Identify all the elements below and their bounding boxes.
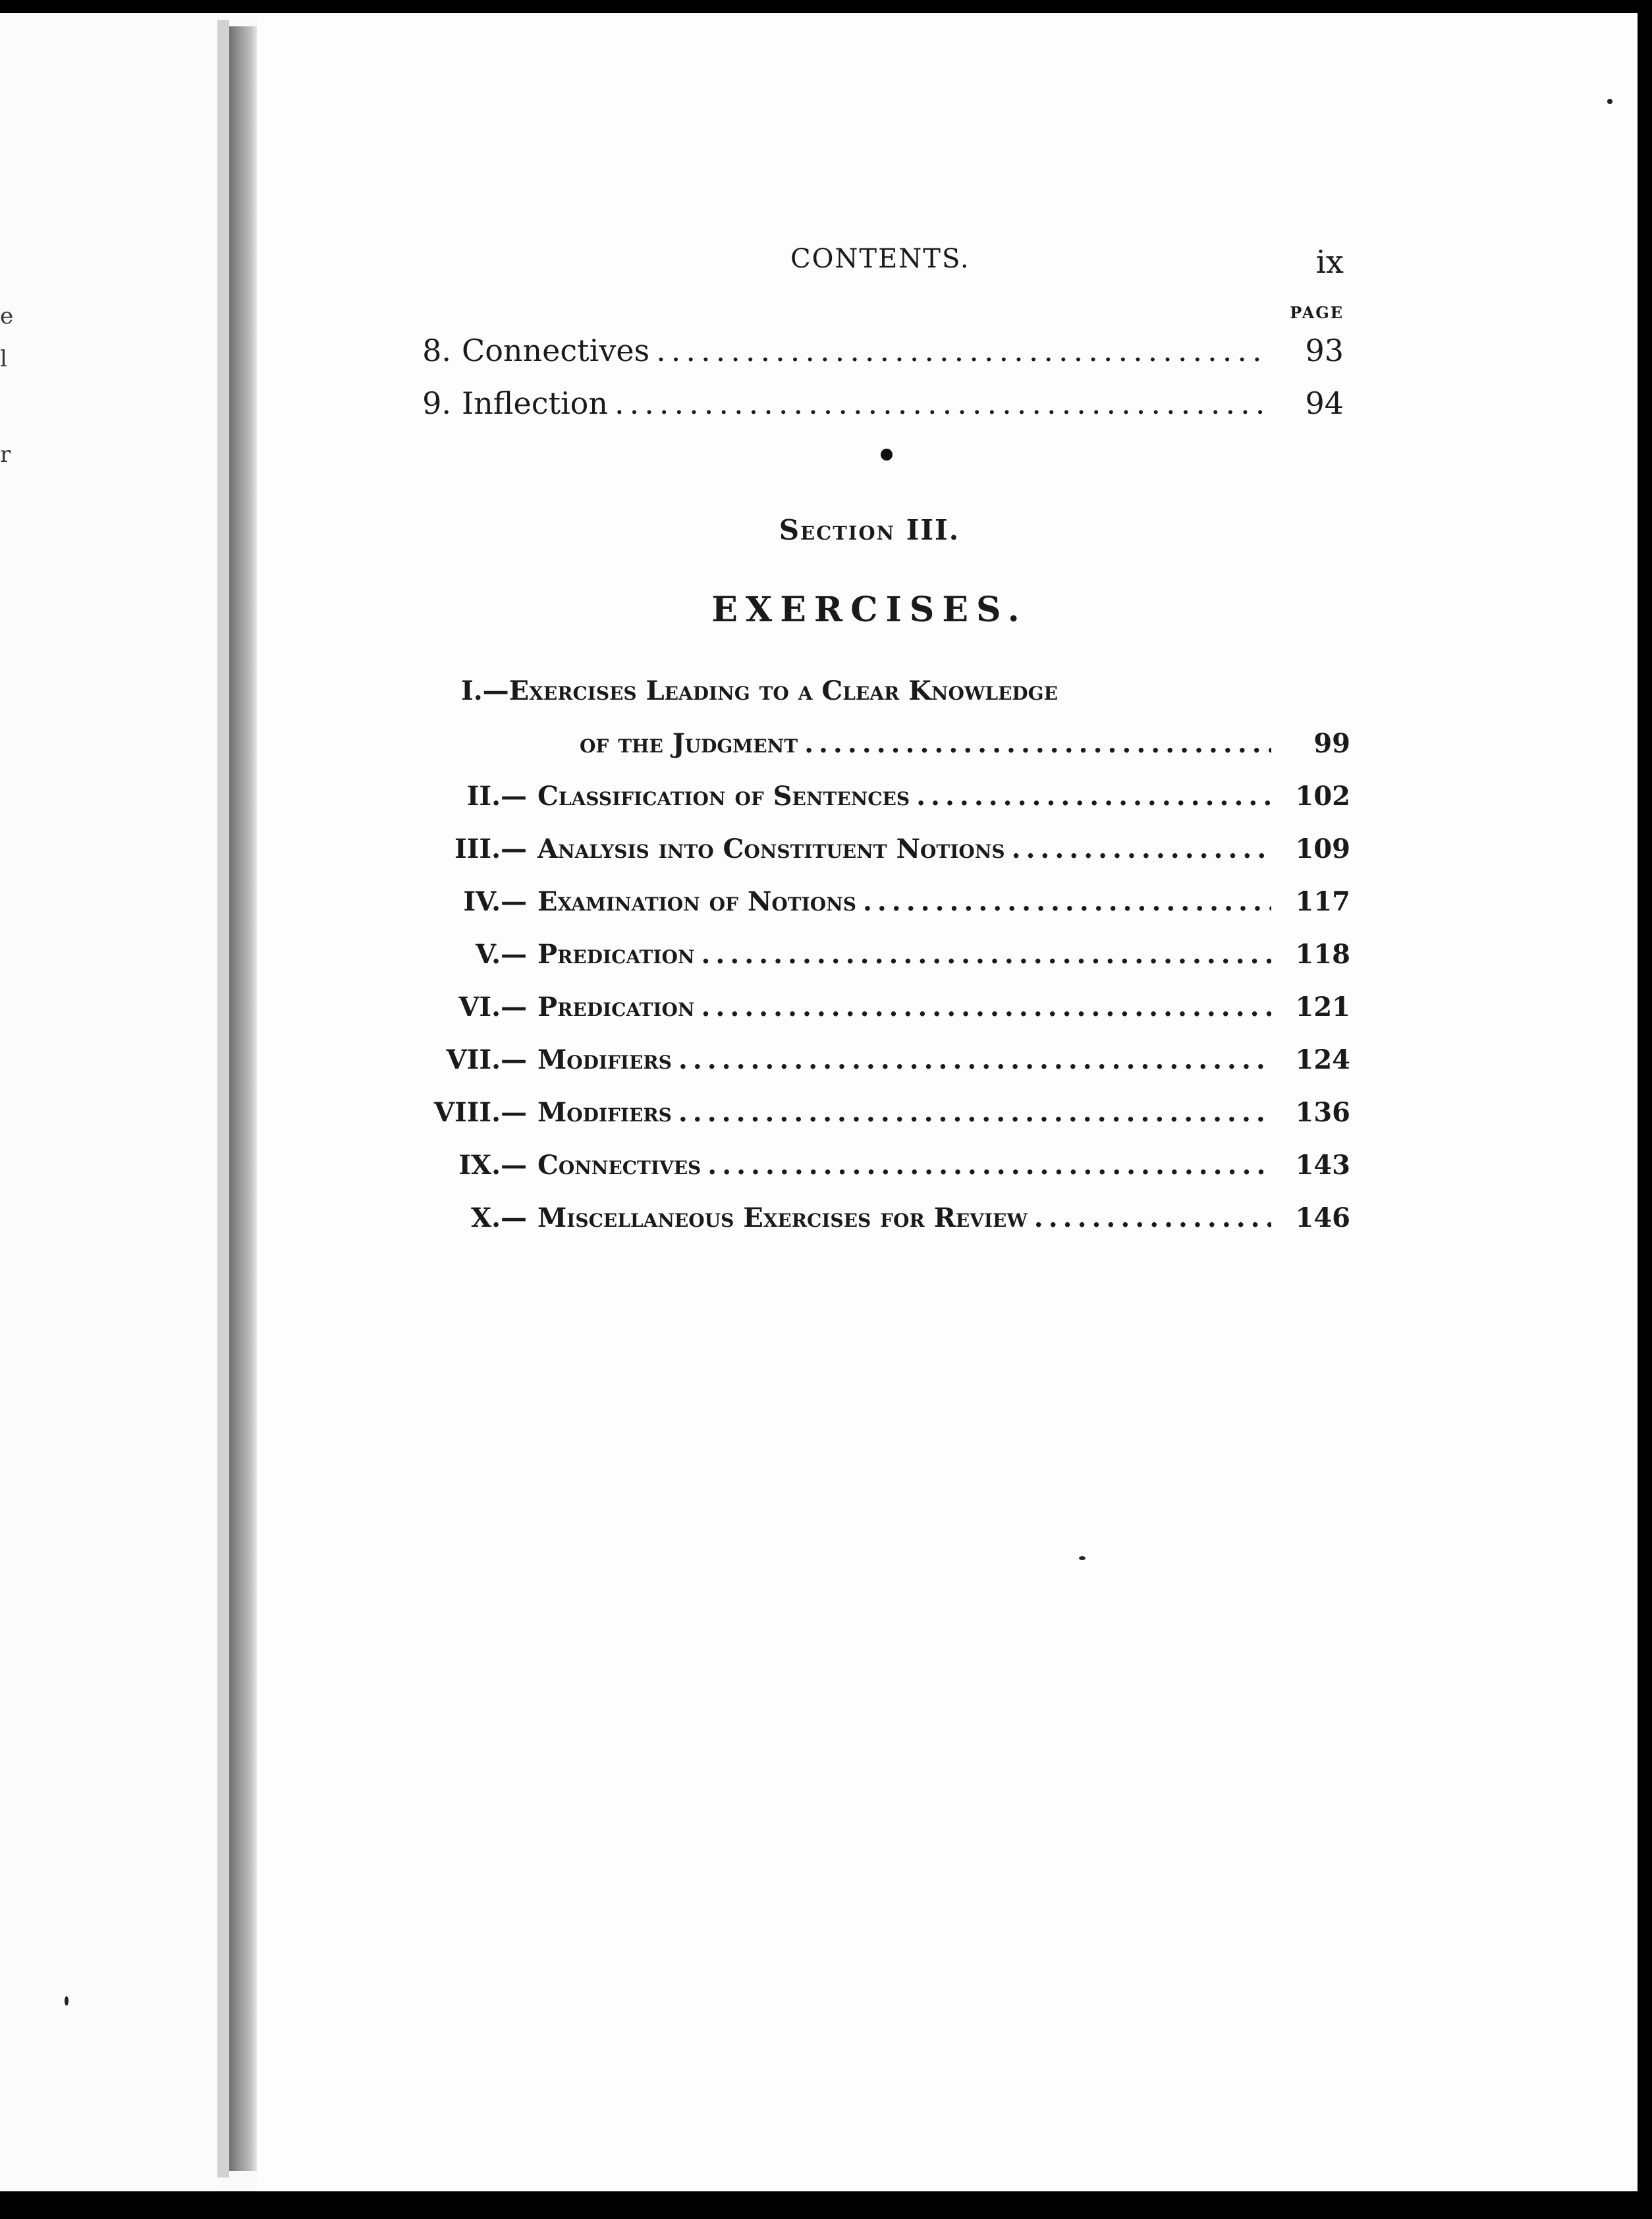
entry-page: 121 xyxy=(1295,992,1350,1023)
entry-page: 146 xyxy=(1295,1202,1350,1233)
dot-leader xyxy=(701,939,1271,970)
left-page-fragment: l xyxy=(0,346,7,372)
page-number: ix xyxy=(1315,244,1344,281)
scan-speck xyxy=(65,1996,69,2006)
entry-title: Predication xyxy=(537,992,695,1023)
entry-title: Connectives xyxy=(462,333,650,368)
scan-border-top xyxy=(0,0,1652,13)
entry-number: III.— xyxy=(454,833,527,864)
dot-leader xyxy=(707,1150,1271,1181)
entry-title: Connectives xyxy=(537,1150,702,1181)
entry-title: Modifiers xyxy=(537,1097,672,1128)
toc-entry xyxy=(415,939,1350,970)
entry-number: VI.— xyxy=(458,992,527,1023)
entry-number: V.— xyxy=(476,939,527,970)
toc-entry-line1 xyxy=(461,675,1058,706)
toc-entry-line2 xyxy=(580,728,1350,759)
section-title: EXERCISES. xyxy=(711,590,1028,630)
dot-leader xyxy=(656,333,1265,368)
dot-leader xyxy=(916,781,1271,812)
entry-title: Predication xyxy=(537,939,695,970)
ornament-dot xyxy=(881,449,893,461)
entry-page: 109 xyxy=(1295,833,1350,864)
entry-title: Classification of Sentences xyxy=(537,781,910,812)
entry-page: 118 xyxy=(1295,939,1350,970)
dot-leader xyxy=(1034,1202,1271,1233)
entry-number: VIII.— xyxy=(433,1097,527,1128)
dot-leader xyxy=(863,886,1271,917)
entry-title: Analysis into Constituent Notions xyxy=(537,833,1005,864)
page-header xyxy=(422,244,1344,283)
scan-speck xyxy=(1607,99,1612,104)
toc-entry xyxy=(415,333,1344,368)
entry-page: 124 xyxy=(1295,1044,1350,1075)
entry-number: II.— xyxy=(466,781,527,812)
dot-leader xyxy=(1012,833,1271,864)
left-page-edge xyxy=(0,13,217,2191)
entry-page: 99 xyxy=(1313,728,1350,759)
toc-entry xyxy=(415,1150,1350,1181)
left-page-fragment: e xyxy=(0,303,14,329)
section-heading: Section III. xyxy=(779,514,960,546)
entry-number: IV.— xyxy=(463,886,527,917)
left-page-fragment: r xyxy=(0,441,11,468)
toc-entry xyxy=(415,1202,1350,1233)
running-head: CONTENTS. xyxy=(790,244,970,274)
entry-title: Examination of Notions xyxy=(537,886,856,917)
entry-title: Miscellaneous Exercises for Review xyxy=(537,1202,1028,1233)
scan-border-bottom xyxy=(0,2191,1652,2219)
entry-number: X.— xyxy=(471,1202,527,1233)
toc-entry xyxy=(415,886,1350,917)
entry-number: IX.— xyxy=(458,1150,527,1181)
toc-entry xyxy=(415,1044,1350,1075)
scan-border-right xyxy=(1638,0,1652,2219)
dot-leader xyxy=(701,992,1271,1023)
entry-number: VII.— xyxy=(446,1044,527,1075)
entry-page: 94 xyxy=(1305,385,1344,421)
entry-title-continued: of the Judgment xyxy=(580,728,798,759)
entry-title: Inflection xyxy=(462,385,608,421)
dot-leader xyxy=(678,1044,1271,1075)
entry-page: 117 xyxy=(1295,886,1350,917)
entry-number: I.— xyxy=(461,675,509,706)
toc-entry xyxy=(415,992,1350,1023)
toc-entry xyxy=(415,833,1350,864)
entry-page: 136 xyxy=(1295,1097,1350,1128)
book-gutter-shadow xyxy=(229,26,257,2171)
dot-leader xyxy=(615,385,1265,421)
toc-entry xyxy=(415,781,1350,812)
entry-title: Modifiers xyxy=(537,1044,672,1075)
entry-title: Exercises Leading to a Clear Knowledge xyxy=(509,675,1058,706)
book-gutter xyxy=(217,20,229,2177)
entry-number: 8. xyxy=(422,333,451,368)
entry-page: 143 xyxy=(1295,1150,1350,1181)
dot-leader xyxy=(804,728,1271,759)
toc-entry xyxy=(415,385,1344,421)
toc-entry xyxy=(415,1097,1350,1128)
entry-page: 93 xyxy=(1305,333,1344,368)
entry-page: 102 xyxy=(1295,781,1350,812)
dot-leader xyxy=(678,1097,1271,1128)
entry-number: 9. xyxy=(422,385,451,421)
page-column-label: PAGE xyxy=(1290,303,1344,322)
scan-speck xyxy=(1079,1556,1086,1560)
